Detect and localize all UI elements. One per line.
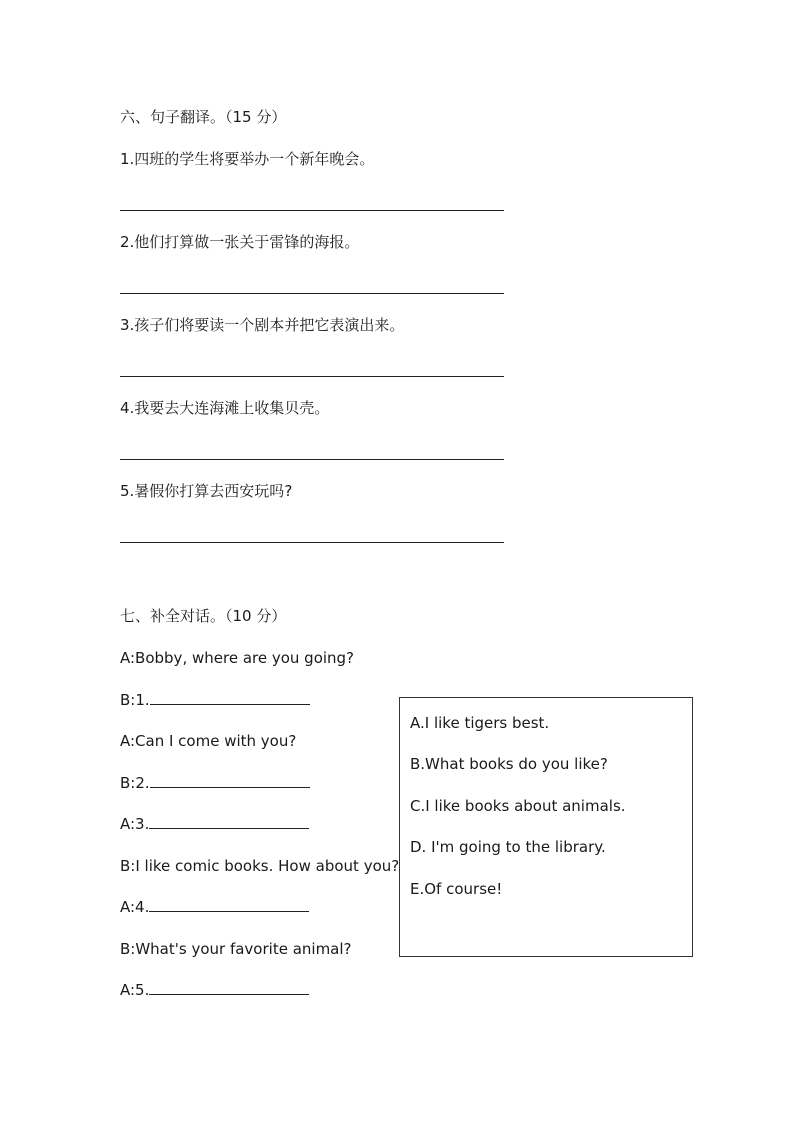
- options-box: [399, 697, 693, 957]
- translation-item-3: 3.孩子们将要读一个剧本并把它表演出来。: [120, 316, 405, 334]
- blank-line[interactable]: [149, 980, 309, 995]
- dialogue-blank-4: [120, 897, 309, 917]
- option-a: A.I like tigers best.: [410, 714, 550, 732]
- blank-line[interactable]: [149, 814, 309, 829]
- answer-line-4[interactable]: [120, 459, 504, 460]
- option-b: B.What books do you like?: [410, 755, 608, 773]
- dialogue-prefix: B:1.: [120, 691, 150, 709]
- dialogue-prefix: A:3.: [120, 815, 150, 833]
- translation-item-1: 1.四班的学生将要举办一个新年晚会。: [120, 150, 375, 168]
- dialogue-prefix: A:4.: [120, 898, 150, 916]
- dialogue-line-8: B:What's your favorite animal?: [120, 940, 352, 958]
- dialogue-prefix: B:2.: [120, 774, 150, 792]
- option-c: C.I like books about animals.: [410, 797, 626, 815]
- answer-line-2[interactable]: [120, 293, 504, 294]
- dialogue-blank-2: [120, 773, 310, 793]
- answer-line-3[interactable]: [120, 376, 504, 377]
- blank-line[interactable]: [150, 773, 310, 788]
- translation-item-2: 2.他们打算做一张关于雷锋的海报。: [120, 233, 360, 251]
- dialogue-blank-3: [120, 814, 309, 834]
- answer-line-1[interactable]: [120, 210, 504, 211]
- answer-line-5[interactable]: [120, 542, 504, 543]
- blank-line[interactable]: [149, 897, 309, 912]
- dialogue-prefix: A:5.: [120, 981, 150, 999]
- translation-item-5: 5.暑假你打算去西安玩吗?: [120, 482, 293, 500]
- dialogue-line-1: A:Bobby, where are you going?: [120, 649, 355, 667]
- option-e: E.Of course!: [410, 880, 503, 898]
- dialogue-blank-5: [120, 980, 309, 1000]
- section7-title: 七、补全对话。（10 分）: [120, 607, 287, 625]
- blank-line[interactable]: [150, 690, 310, 705]
- dialogue-blank-1: [120, 690, 310, 710]
- dialogue-line-3: A:Can I come with you?: [120, 732, 297, 750]
- section6-title: 六、句子翻译。（15 分）: [120, 108, 287, 126]
- translation-item-4: 4.我要去大连海滩上收集贝壳。: [120, 399, 330, 417]
- option-d: D. I'm going to the library.: [410, 838, 606, 856]
- dialogue-line-6: B:I like comic books. How about you?: [120, 857, 400, 875]
